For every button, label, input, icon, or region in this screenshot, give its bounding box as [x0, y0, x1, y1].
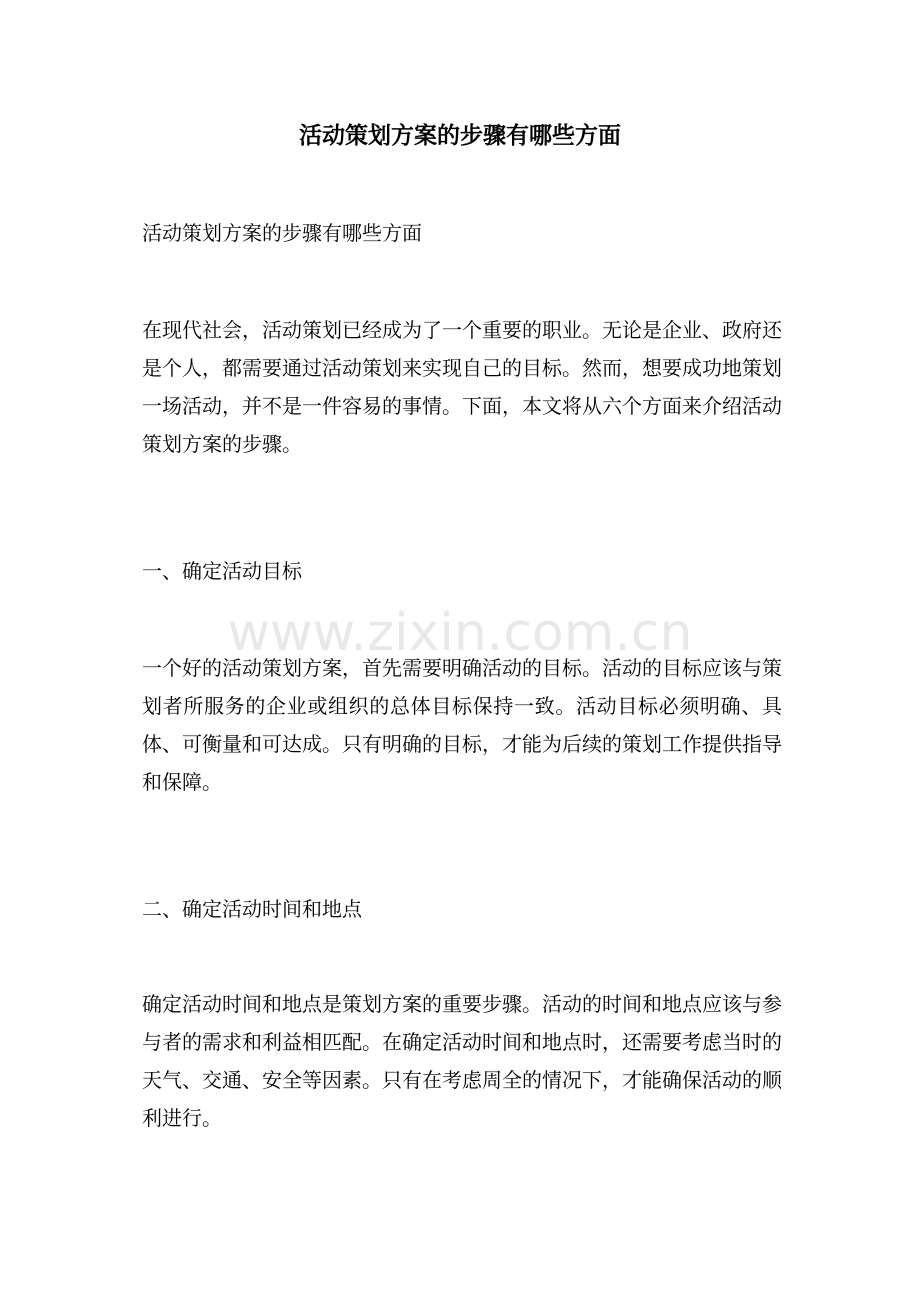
section-body-1: 一个好的活动策划方案，首先需要明确活动的目标。活动的目标应该与策划者所服务的企业或组织的总体目标保持一致。活动目标必须明确、具体、可衡量和可达成。只有明确的目标，才能为后续的策划工作提供指导和保障。: [142, 656, 782, 794]
section-heading-1: 一、确定活动目标: [142, 559, 302, 583]
document-subtitle: 活动策划方案的步骤有哪些方面: [142, 221, 422, 245]
document-title: 活动策划方案的步骤有哪些方面: [299, 122, 621, 149]
section-heading-2: 二、确定活动时间和地点: [142, 897, 362, 921]
watermark: www.zixin.com.cn: [227, 603, 693, 663]
section-body-2: 确定活动时间和地点是策划方案的重要步骤。活动的时间和地点应该与参与者的需求和利益相匹配。在确定活动时间和地点时，还需要考虑当时的天气、交通、安全等因素。只有在考虑周全的情况下，才能确保活动的顺利进行。: [142, 992, 782, 1130]
intro-paragraph: 在现代社会，活动策划已经成为了一个重要的职业。无论是企业、政府还是个人，都需要通过活动策划来实现自己的目标。然而，想要成功地策划一场活动，并不是一件容易的事情。下面，本文将从六个方面来介绍活动策划方案的步骤。: [142, 318, 782, 456]
